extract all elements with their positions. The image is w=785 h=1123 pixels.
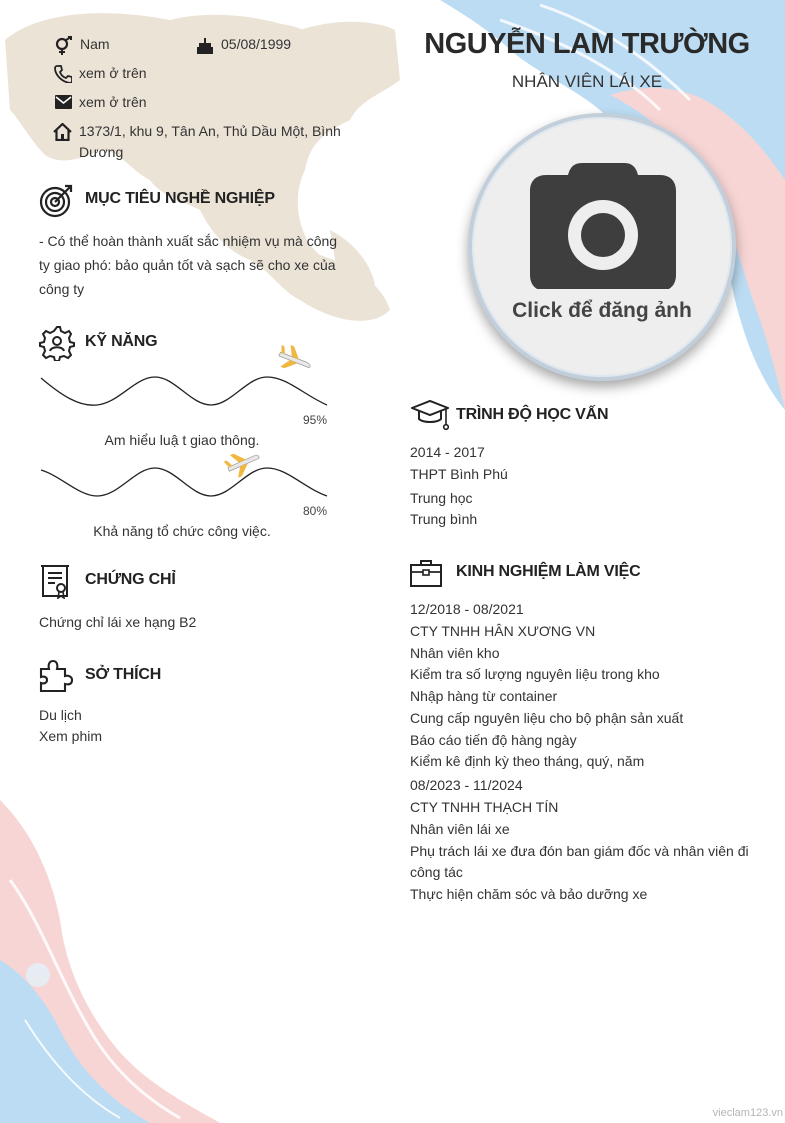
- target-icon: [39, 182, 75, 218]
- education-period: 2014 - 2017: [410, 444, 485, 460]
- education-title: TRÌNH ĐỘ HỌC VẤN: [456, 406, 609, 423]
- email-value: xem ở trên: [79, 94, 147, 110]
- job-2-duty: Thực hiện chăm sóc và bảo dưỡng xe: [410, 886, 648, 902]
- skill-wave-2: [39, 448, 329, 508]
- skill-2-name: Khả năng tổ chức công việc.: [93, 523, 271, 539]
- airplane-icon: [222, 448, 263, 480]
- job-1-duty: Kiểm tra số lượng nguyên liệu trong kho: [410, 666, 660, 682]
- objective-line: - Có thể hoàn thành xuất sắc nhiệm vụ mà công: [39, 233, 338, 249]
- certificate-icon: [40, 563, 72, 599]
- objective-text: [39, 229, 354, 301]
- objective-line: công ty: [39, 281, 85, 297]
- job-1-company: CTY TNHH HÂN XƯƠNG VN: [410, 623, 596, 639]
- skill-2-percent: 80%: [303, 504, 328, 518]
- photo-upload-label: Click để đăng ảnh: [512, 299, 692, 322]
- job-1-duty: Cung cấp nguyên liệu cho bộ phận sản xuất: [410, 710, 684, 726]
- education-grade: Trung bình: [410, 511, 478, 527]
- education-level: Trung học: [410, 490, 473, 506]
- job-position: NHÂN VIÊN LÁI XE: [511, 72, 663, 91]
- objective-title: MỤC TIÊU NGHỀ NGHIỆP: [85, 190, 275, 207]
- profile-photo-upload[interactable]: [468, 113, 736, 381]
- watermark: vieclam123.vn: [712, 1107, 783, 1119]
- job-2-period: 08/2023 - 11/2024: [410, 777, 523, 793]
- job-2-duty: Phụ trách lái xe đưa đón ban giám đốc và nhân viên đi: [410, 843, 749, 859]
- full-name: NGUYỄN LAM TRƯỜNG: [424, 28, 750, 60]
- camera-icon: [528, 159, 678, 289]
- birthday-cake-icon: [195, 36, 215, 56]
- certificate-item: Chứng chỉ lái xe hạng B2: [39, 614, 197, 630]
- job-1-duty: Kiểm kê định kỳ theo tháng, quý, năm: [410, 753, 645, 769]
- hobby-item: Xem phim: [39, 728, 103, 744]
- address-line-1: 1373/1, khu 9, Tân An, Thủ Dầu Một, Bình: [79, 123, 341, 139]
- address-line-2: Dương: [79, 144, 124, 160]
- skill-wave-1: [39, 345, 329, 415]
- job-1-duty: Báo cáo tiến độ hàng ngày: [410, 732, 577, 748]
- phone-value: xem ở trên: [79, 65, 147, 81]
- phone-icon: [54, 65, 72, 83]
- experience-title: KINH NGHIỆM LÀM VIỆC: [456, 563, 641, 580]
- email-icon: [55, 95, 72, 109]
- skill-1-percent: 95%: [303, 413, 328, 427]
- job-1-role: Nhân viên kho: [410, 645, 500, 661]
- graduation-cap-icon: [411, 399, 449, 433]
- job-2-company: CTY TNHH THẠCH TÍN: [410, 799, 559, 815]
- hobby-item: Du lịch: [39, 707, 82, 723]
- home-icon: [53, 123, 72, 141]
- hobbies-title: SỞ THÍCH: [85, 666, 162, 683]
- skill-1-name: Am hiểu luậ t giao thông.: [104, 432, 260, 448]
- objective-line: ty giao phó: bảo quản tốt và sạch sẽ cho xe của: [39, 257, 336, 273]
- airplane-icon: [273, 345, 315, 378]
- gender-icon: [53, 36, 73, 56]
- job-2-role: Nhân viên lái xe: [410, 821, 510, 837]
- gender-value: Nam: [80, 36, 110, 52]
- job-2-duty: công tác: [410, 864, 463, 880]
- education-school: THPT Bình Phú: [410, 466, 508, 482]
- briefcase-icon: [410, 559, 442, 587]
- job-1-period: 12/2018 - 08/2021: [410, 601, 524, 617]
- certificates-title: CHỨNG CHỈ: [85, 571, 176, 588]
- birthday-value: 05/08/1999: [221, 36, 292, 52]
- job-1-duty: Nhập hàng từ container: [410, 688, 558, 704]
- skills-title: KỸ NĂNG: [85, 333, 158, 350]
- puzzle-icon: [39, 659, 73, 693]
